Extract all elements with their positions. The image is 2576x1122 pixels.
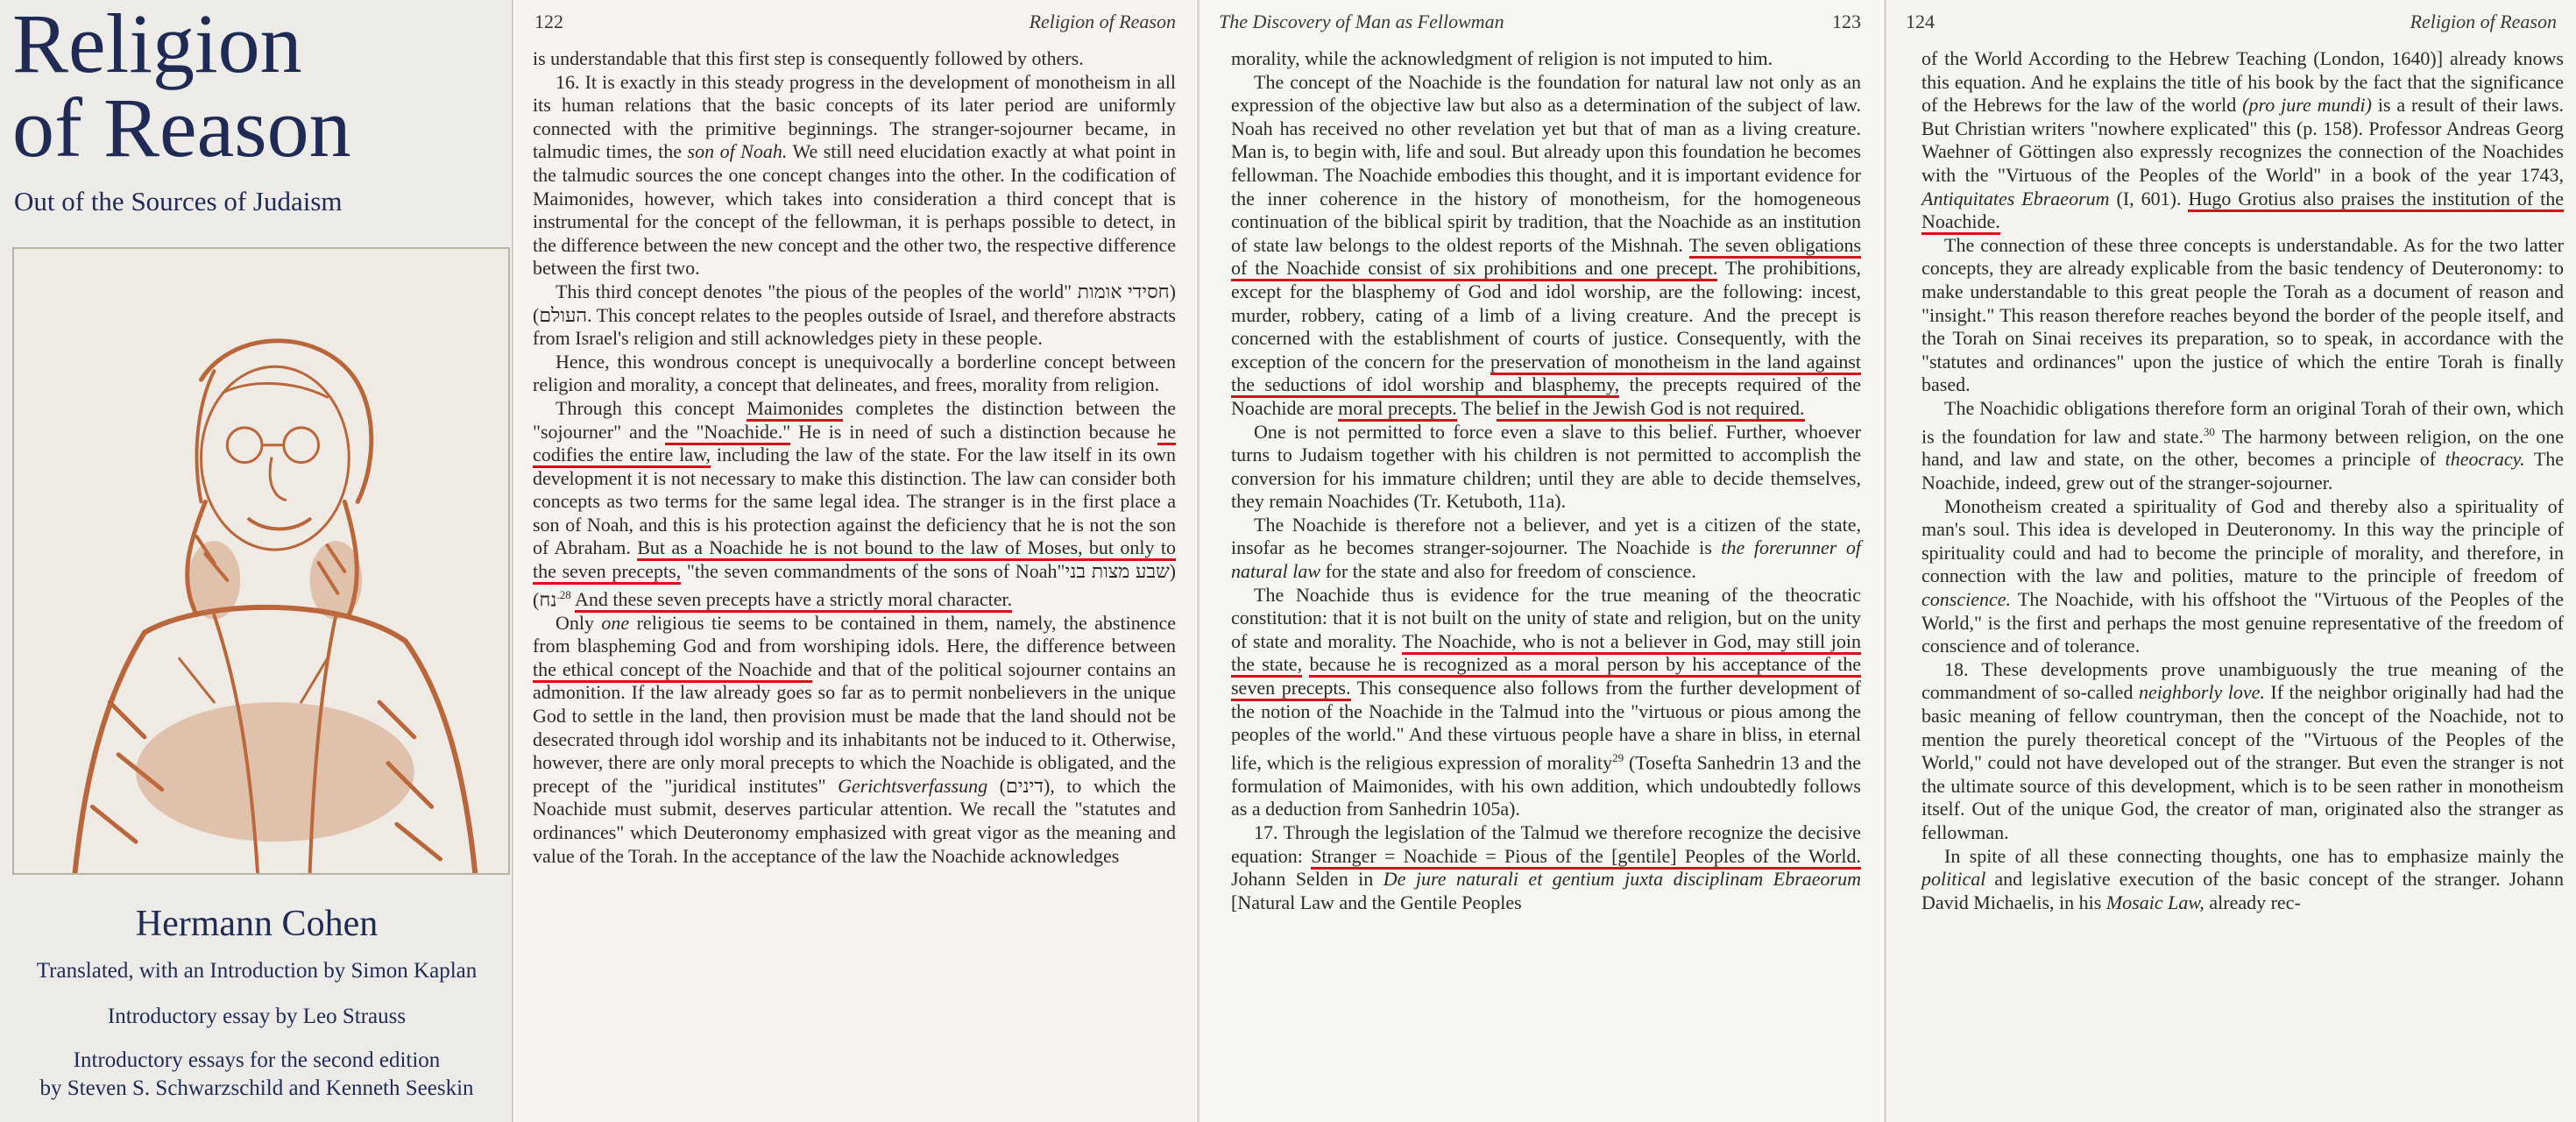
paragraph: This third concept denotes "the pious of the peoples of the world" (חסידי אומות העולם). This concept relates to the peoples outside of Israel, and therefore abstracts from Israel's religion and still acknowledges piety in these people. — [533, 280, 1176, 350]
highlight: But as a Noachide he is not bound to the law of Moses, but only to the seven precepts, — [533, 536, 1176, 585]
paragraph: of the World According to the Hebrew Teaching (London, 1640)] already knows this equation. And he explains the title of his book by the fact that the significance of the Hebrews for the law of the world (pro jure mundi) is a result of their laws. But Christian writers "nowhere explicated" this (p. 158). Professor Andreas Georg Waehner of Göttingen also expressly recognizes the connection of the Noachides with the "Virtuous of the Peoples of the World" in a book of the year 1743, Antiquitates Ebraeorum (I, 601). Hugo Grotius also praises the institution of the Noachide. — [1921, 47, 2564, 234]
page-body — [1231, 47, 1861, 1122]
paragraph: In spite of all these connecting thoughts, one has to emphasize mainly the political and legislative execution of the basic concept of the stranger. Johann David Michaelis, in his Mosaic Law, already rec- — [1921, 844, 2564, 913]
paragraph: 18. These developments prove unambiguously the true meaning of the commandment of so-called neighborly love. If the neighbor originally had had the basic meaning of fellow countryman, then the concept of the Noachide, not to mention the purely theoretical concept of the "Virtuous of the Peoples of the World," could not have developed out of the stranger. But even the stranger is not the ultimate source of this development, which is to be seen rather in monotheism itself. Out of the unique God, the creator of man, originated also the stranger as fellowman. — [1921, 657, 2565, 843]
highlight: The seven obligations of the Noachide consist of six prohibitions and one precept. — [1231, 234, 1861, 282]
highlight: the ethical concept of the Noachide — [533, 658, 812, 683]
paragraph: The Noachidic obligations therefore form an original Torah of their own, which is the foundation for law and state.$^{30}$ The harmony between religion, on the one hand, and law and state, on the other, becomes a principle of theocracy. The Noachide, indeed, grew out of the stranger-sojourner. — [1921, 396, 2565, 494]
page-122 — [515, 0, 1195, 1122]
paragraph: Hence, this wondrous concept is unequivocally a borderline concept between religion and morality, a concept that delineates, and frees, morality from religion. — [533, 350, 1176, 396]
highlight: moral precepts. — [1338, 397, 1457, 422]
paragraph: The concept of the Noachide is the foundation for natural law not only as an expression of the objective law but also as a determination of the subject of law. Noah has received no other revelation yet but that of man as a living creature. Man is, to begin with, life and soul. But already upon this foundation he becomes fellowman. The Noachide embodies this thought, and it is important evidence for the inner coherence in the history of monotheism, for the homogeneous continuation of the biblical spirit by tradition, that the Noachide as an institution of state law belongs to the oldest reports of the Mishnah. The seven obligations of the Noachide consist of six prohibitions and one precept. The prohibitions, except for the blasphemy of God and idol worship, are the following: incest, murder, robbery, cating of a limb of a living creature. And the precept is concerned with the establishment of courts of justice. Consequently, with the exception of the concern for the preservation of monotheism in the land against the seductions of idol worship and blasphemy, the precepts required of the Noachide are moral precepts. The belief in the Jewish God is not required. — [1231, 71, 1861, 421]
paragraph: The Noachide is therefore not a believer, and yet is a citizen of the state, insofar as he becomes stranger-sojourner. The Noachide is the forerunner of natural law for the state and also for freedom of conscience. — [1231, 513, 1861, 583]
page-body — [533, 47, 1176, 1122]
cover-intro-essay: Introductory essay by Leo Strauss — [107, 1005, 407, 1028]
paragraph: One is not permitted to force even a slave to this belief. Further, whoever turns to Judaism together with his children is not permitted to accomplish the conversion for his immature children; until they are able to decide themselves, they remain Noachides (Tr. Ketuboth, 11a). — [1231, 420, 1861, 513]
highlight: the "Noachide." — [665, 421, 791, 445]
paragraph: is understandable that this first step is consequently followed by others. — [533, 47, 1084, 69]
paragraph: The connection of these three concepts is understandable. As for the two latter concepts, they are already explicable from the basic tendency of Deuteronomy: to make understandable to this great people the Torah as a document of reason and "insight." This reason therefore reaches beyond the border of the people itself, and the Torah on Sinai receives its preparation, so to speak, in accordance with the "statutes and ordinances" upon the justice of which the entire Torah is finally based. — [1921, 233, 2564, 396]
cover-translator: Translated, with an Introduction by Simon Kaplan — [36, 959, 478, 983]
paragraph: 17. Through the legislation of the Talmud we therefore recognize the decisive equation: Stranger = Noachide = Pious of the [gentile] Peoples of the World. Johann Selden in De jure naturali et gentium juxta disciplinam Ebraeorum [Natural Law and the Gentile Peoples — [1231, 820, 1862, 913]
paragraph: Only one religious tie seems to be contained in them, namely, the abstinence from blaspheming God and from worshiping idols. Here, the difference between the ethical concept of the Noachide and that of the political sojourner contains an admonition. If the law already goes so far as to permit nonbelievers in the unique God to settle in the land, then provision must be made that the land should not be desecrated through idol worship and its inhabitants not be induced to it. Otherwise, however, there are only moral precepts to which the Noachide is obligated, and the precept of the "juridical institutes" Gerichtsverfassung (דינים), to which the Noachide must submit, deserves particular attention. We recall the "statutes and ordinances" which Deuteronomy emphasized with great vigor as the meaning and value of the Torah. In the acceptance of the law the Noachide acknowledges — [533, 611, 1177, 867]
page-number: 122 — [534, 11, 563, 32]
highlight: he codifies the entire law, — [533, 421, 1176, 469]
cover-subtitle: Out of the Sources of Judaism — [14, 186, 343, 217]
cover-title: Religion of Reason — [12, 0, 351, 174]
paragraph: Monotheism created a spirituality of God and thereby also a spirituality of man's soul. This idea is developed in Deuteronomy. In this way the principle of spirituality could and had to become the principle of morality, and therefore, in connection with the law and polities, mature to the principle of freedom of conscience. The Noachide, with his offshoot the "Virtuous of the Peoples of the World," is the first and perhaps the most genuine representative of the freedom of conscience and of tolerance. — [1921, 494, 2565, 657]
page-number: 123 — [1832, 11, 1861, 32]
running-title: Religion of Reason — [1029, 11, 1176, 32]
highlight: And these seven precepts have a strictly moral character. — [575, 588, 1012, 613]
cover-author: Hermann Cohen — [135, 904, 379, 944]
highlight: preservation of monotheism in the land against the seductions of idol worship and blasphemy, — [1231, 351, 1861, 399]
paragraph: 16. It is exactly in this steady progress in the development of monotheism in all its human relations that the basic concepts of its later period are uniformly connected with the primitive beginnings. The stranger-sojourner became, in talmudic times, the son of Noah. We still need elucidation exactly at what point in the talmudic sources the one concept changes into the other. In the codification of Maimonides, however, which takes into consideration a third concept that is instrumental for the concept of the fellowman, it is perhaps possible to detect, in the difference between the new concept and the other two, the respective difference between the first two. — [533, 70, 1177, 280]
highlight: because he is recognized as a moral person by his acceptance of the seven precepts. — [1231, 653, 1861, 701]
book-cover — [0, 0, 513, 1122]
page-number: 124 — [1906, 11, 1935, 32]
page-124 — [1884, 0, 2576, 1122]
highlight: Maimonides — [747, 397, 843, 422]
highlight: belief in the Jewish God is not required. — [1497, 397, 1805, 422]
cover-second-edition-line1: Introductory essays for the second edition — [73, 1048, 441, 1072]
paragraph: The Noachide thus is evidence for the true meaning of the theocratic constitution: that it is not built on the unity of state and religion, but on the unity of state and morality. The Noachide, who is not a believer in God, may still join the state, because he is recognized as a moral person by his acceptance of the seven precepts. This consequence also follows from the further development of the notion of the Noachide in the Talmud into the "virtuous or pious among the peoples of the world." And these virtuous people have a share in bliss, in eternal life, which is the religious expression of morality$^{29}$ (Tosefta Sanhedrin 13 and the formulation of Maimonides, with his own addition, which undoubtedly follows as a deduction from Sanhedrin 105a). — [1231, 583, 1861, 820]
highlight: Stranger = Noachide = Pious of the [gentile] Peoples of the World. — [1311, 845, 1861, 870]
paragraph: Through this concept Maimonides completes the distinction between the "sojourner" and the "Noachide." He is in need of such a distinction because he codifies the entire law, including the law of the state. For the law itself in its own development it is not necessary to make this distinction. The law can consider both concepts as two terms for the same legal idea. The stranger is in the first place a son of Noah, and this is his protection against the deficiency that he is not the son of Abraham. But as a Noachide he is not bound to the law of Moses, but only to the seven precepts, "the seven commandments of the sons of Noah"(שבע מצות בני נח)$^{.28}$ And these seven precepts have a strictly moral character. — [533, 397, 1176, 612]
portrait-sketch-image — [14, 249, 508, 873]
page-body — [1921, 47, 2564, 1122]
author-portrait — [12, 247, 510, 875]
paragraph: morality, while the acknowledgment of religion is not imputed to him. — [1231, 47, 1773, 69]
highlight: Hugo Grotius also praises the institution of the Noachide. — [1921, 188, 2564, 236]
cover-second-edition-line2: by Steven S. Schwarzschild and Kenneth Seeskin — [39, 1076, 474, 1100]
page-123 — [1197, 0, 1880, 1122]
highlight: The Noachide, who is not a believer in God, may still join the state, — [1231, 630, 1861, 678]
running-title: Religion of Reason — [2410, 11, 2557, 32]
running-title: The Discovery of Man as Fellowman — [1219, 11, 1504, 32]
